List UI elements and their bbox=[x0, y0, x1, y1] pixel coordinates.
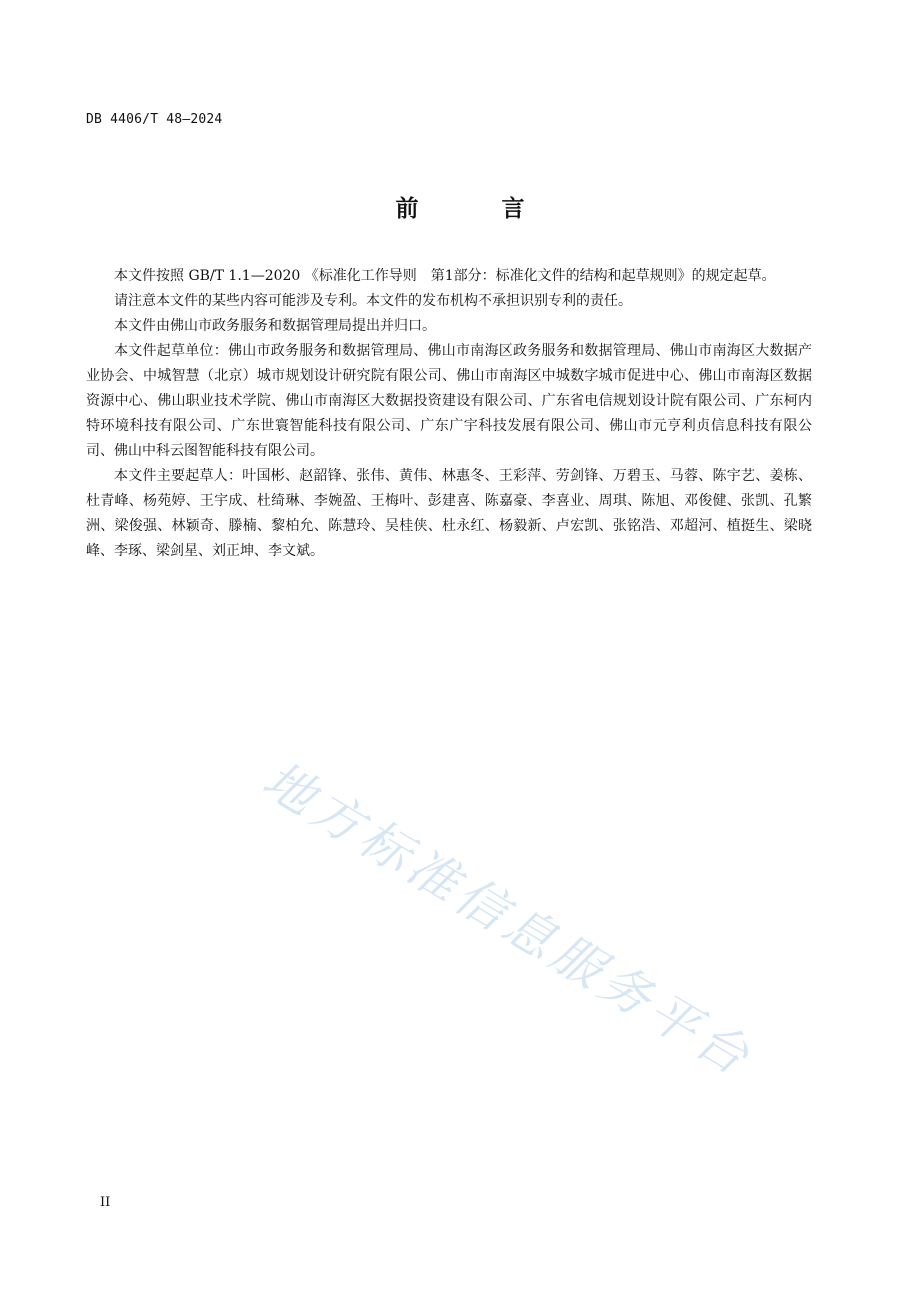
page-number: II bbox=[100, 1195, 111, 1210]
paragraph-drafters: 本文件主要起草人：叶国彬、赵韶锋、张伟、黄伟、林惠冬、王彩萍、劳剑锋、万碧玉、马蓉、陈宇艺、姜栋、杜青峰、杨苑婷、王宇成、杜绮琳、李婉盈、王梅叶、彭建喜、陈嘉豪、李喜业、周琪、陈旭、邓俊健、张凯、孔繁洲、梁俊强、林颖奇、滕楠、黎柏允、陈慧玲、吴桂侠、杜永红、杨毅新、卢宏凯、张铭浩、邓超河、植挺生、梁晓峰、李琢、梁剑星、刘正坤、李文斌。 bbox=[86, 468, 812, 559]
paragraph-proposer: 本文件由佛山市政务服务和数据管理局提出并归口。 bbox=[114, 318, 436, 334]
foreword-body bbox=[86, 264, 812, 564]
paragraph-patent-notice: 请注意本文件的某些内容可能涉及专利。本文件的发布机构不承担识别专利的责任。 bbox=[114, 293, 632, 309]
paragraph-drafting-units: 本文件起草单位：佛山市政务服务和数据管理局、佛山市南海区政务服务和数据管理局、佛山市南海区大数据产业协会、中城智慧（北京）城市规划设计研究院有限公司、佛山市南海区中城数字城市促进中心、佛山市南海区数据资源中心、佛山职业技术学院、佛山市南海区大数据投资建设有限公司、广东省电信规划设计院有限公司、广东柯内特环境科技有限公司、广东世寰智能科技有限公司、广东广宇科技发展有限公司、佛山市元亨利贞信息科技有限公司、佛山中科云图智能科技有限公司。 bbox=[86, 343, 812, 459]
watermark: 地方标准信息服务平台 bbox=[252, 750, 763, 1089]
page-title: 前 言 bbox=[395, 196, 555, 222]
paragraph-drafting-rules: 本文件按照 GB/T 1.1—2020 《标准化工作导则 第1部分：标准化文件的结构和起草规则》的规定起草。 bbox=[114, 268, 776, 284]
document-number: DB 4406/T 48—2024 bbox=[86, 112, 223, 127]
